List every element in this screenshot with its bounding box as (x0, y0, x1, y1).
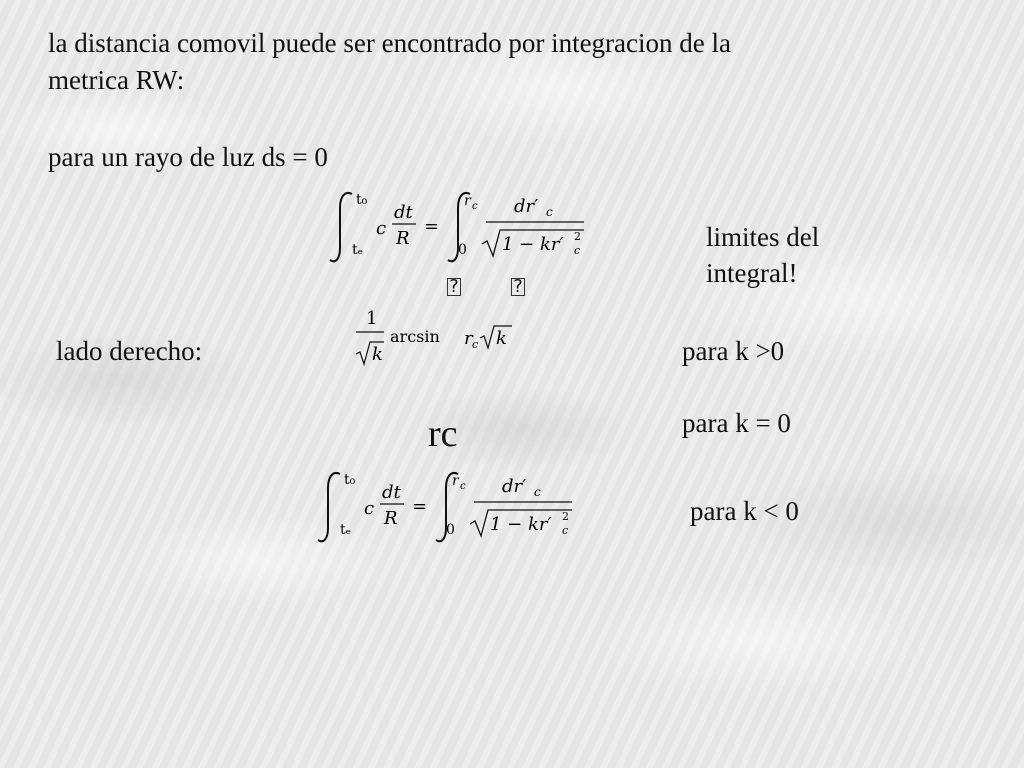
denominator: 1 − kr′ (502, 234, 564, 255)
equals-sign-2: = (412, 496, 428, 517)
rc-label-text: rc (428, 413, 458, 455)
light-ray-condition: para un rayo de luz ds = 0 (48, 142, 328, 172)
denominator-sub-2: c (562, 524, 569, 537)
numerator-sub: c (546, 205, 553, 219)
speed-c: c (376, 218, 387, 239)
case-k-positive: para k >0 (682, 336, 785, 366)
dt-2: dt (382, 482, 401, 503)
integral-sign-left (330, 193, 352, 261)
rc-label (428, 412, 458, 456)
integral-equation-bottom (318, 468, 588, 548)
case-k-negative: para k < 0 (690, 496, 799, 526)
scale-R: R (396, 228, 410, 249)
integral-equation-top-svg (330, 188, 600, 268)
arcsin-r-sub: c (472, 338, 479, 351)
upper-limit-t: t₀ (356, 192, 368, 208)
missing-glyph-icon: ? (511, 278, 525, 296)
arcsin-k: k (496, 328, 507, 349)
numerator-dr: dr′ (514, 196, 539, 217)
missing-glyph-icon: ? (447, 278, 461, 296)
integral-sign-left-2 (318, 473, 340, 541)
upper-limit-r-sub: c (472, 201, 478, 212)
lower-limit-t: tₑ (352, 242, 364, 258)
arcsin-r: r (464, 328, 473, 349)
case-k-zero: para k = 0 (682, 408, 791, 438)
arcsin-one: 1 (366, 308, 378, 329)
numerator-dr-2: dr′ (502, 476, 527, 497)
upper-limit-r-2: r (452, 473, 459, 489)
intro-line-1: la distancia comovil puede ser encontrado por integracion de la (48, 28, 731, 58)
upper-limit-r-sub-2: c (460, 481, 466, 492)
denominator-exp-2: 2 (562, 510, 569, 523)
denominator-exp: 2 (574, 230, 581, 243)
arcsin-expression (352, 306, 522, 372)
upper-limit-r: r (464, 193, 471, 209)
lower-limit-t-2: tₑ (340, 522, 352, 538)
lower-limit-zero: 0 (458, 242, 467, 258)
upper-limit-t-2: t₀ (344, 472, 356, 488)
right-side-label: lado derecho: (56, 336, 203, 366)
arcsin-expression-svg (352, 306, 522, 372)
integral-equation-top (330, 188, 600, 268)
speed-c-2: c (364, 498, 375, 519)
intro-line-2: metrica RW: (48, 65, 185, 95)
integral-equation-bottom-svg (318, 468, 588, 548)
scale-R-2: R (384, 508, 398, 529)
limits-note-line-1: limites del (706, 222, 820, 252)
limits-note-line-2: integral! (706, 258, 798, 288)
equals-sign: = (424, 216, 440, 237)
dt: dt (394, 202, 413, 223)
denominator-2: 1 − kr′ (490, 514, 552, 535)
arcsin-word: arcsin (390, 327, 440, 346)
lower-limit-zero-2: 0 (446, 522, 455, 538)
denominator-sub: c (574, 244, 581, 257)
arcsin-k-denominator: k (372, 344, 383, 365)
numerator-sub-2: c (534, 485, 541, 499)
